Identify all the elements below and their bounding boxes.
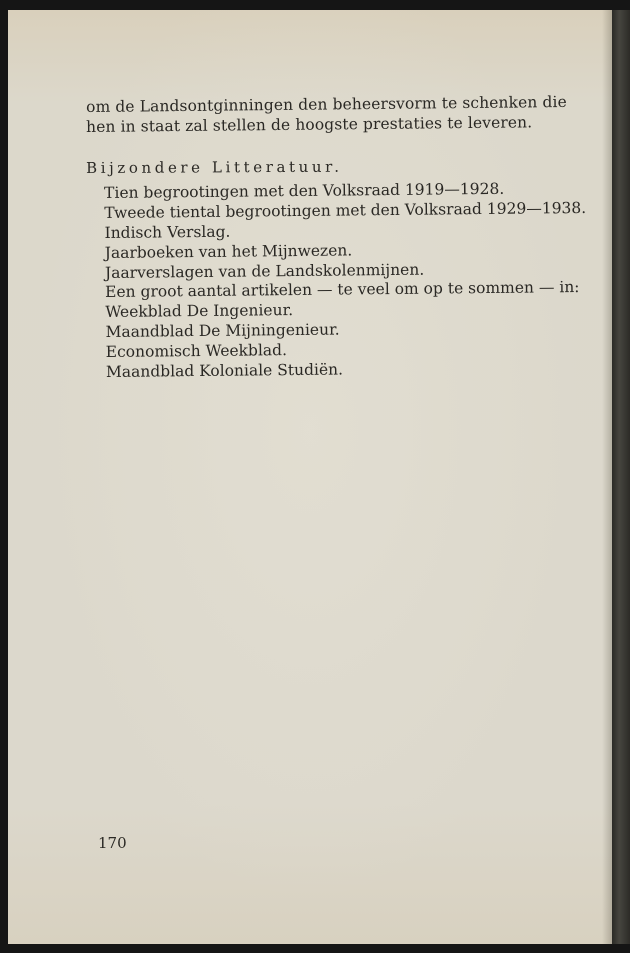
book-page: [8, 10, 612, 944]
reference-item: Een groot aantal artikelen — te veel om op te sommen — in:: [105, 278, 580, 302]
section-heading: Bijzondere Litteratuur.: [86, 157, 343, 177]
reference-item: Economisch Weekblad.: [105, 341, 288, 362]
reference-item: Tweede tiental begrootingen met den Volksraad 1929—1938.: [104, 198, 587, 222]
reference-item: Tien begrootingen met den Volksraad 1919—1928.: [104, 179, 505, 202]
body-text-line-2: hen in staat zal stellen de hoogste prestaties te leveren.: [86, 113, 533, 136]
reference-item: Maandblad Koloniale Studiën.: [105, 360, 344, 382]
page-number: 170: [98, 834, 127, 852]
reference-item: Jaarverslagen van de Landskolenmijnen.: [104, 260, 425, 282]
reference-item: Maandblad De Mijningenieur.: [105, 320, 340, 342]
reference-list: [104, 179, 588, 383]
reference-item: Weekblad De Ingenieur.: [105, 301, 294, 322]
reference-item: Indisch Verslag.: [104, 222, 231, 242]
body-text-line-1: om de Landsontginningen den beheersvorm te schenken die: [86, 92, 567, 116]
book-spine: [612, 10, 630, 944]
page-edge-shadow: [602, 10, 612, 944]
reference-item: Jaarboeken van het Mijnwezen.: [104, 241, 353, 262]
